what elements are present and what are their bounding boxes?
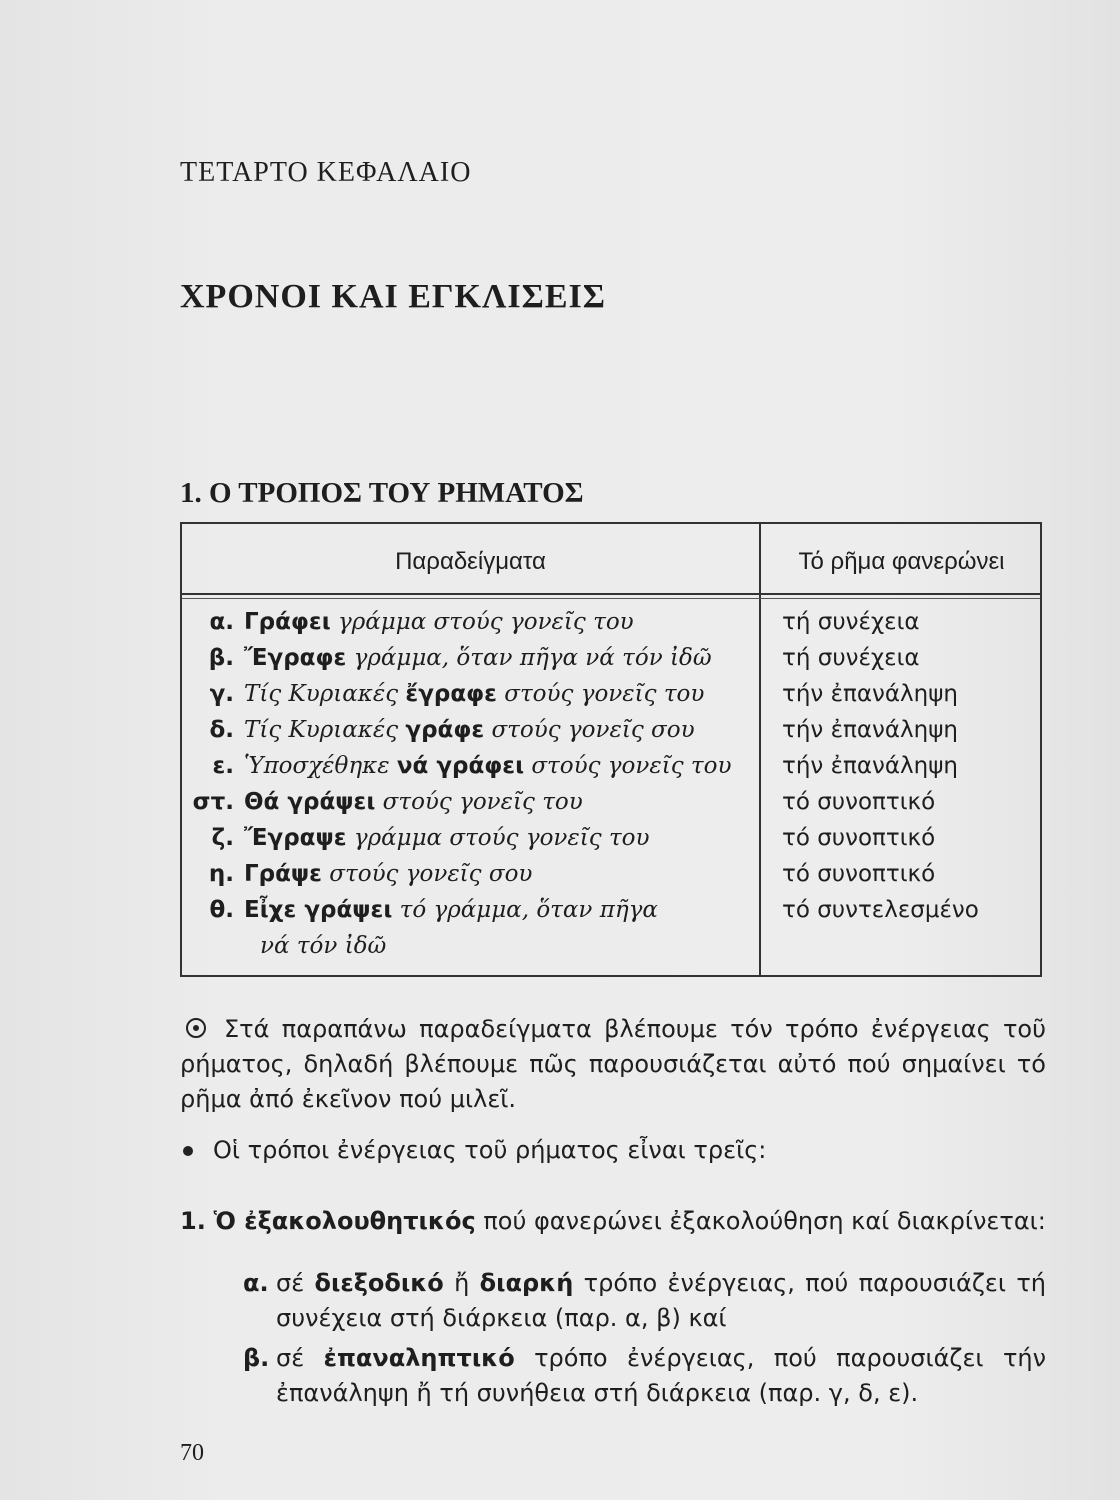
- table-row: [182, 748, 759, 784]
- circled-dot-icon: [186, 1018, 206, 1038]
- sub-item-a: σέ διεξοδικό ἤ διαρκή τρόπο ἐνέργειας, πού παρουσιάζει τή συνέχεια στή διάρκεια (παρ. α, β) καί: [276, 1269, 1046, 1332]
- table-divider-vertical: [759, 524, 761, 975]
- row-example: Τίς Κυριακές ἔγραφε στούς γονεῖς του: [244, 681, 705, 707]
- row-example: Ἔγραφε γράμμα, ὅταν πῆγα νά τόν ἰδῶ: [244, 645, 712, 671]
- row-label: γ.: [209, 681, 234, 707]
- table-row-continuation: νά τόν ἰδῶ: [260, 933, 387, 959]
- row-label: στ.: [192, 789, 234, 815]
- meaning-cell: τήν ἐπανάληψη: [782, 681, 958, 707]
- table-row: [182, 712, 759, 748]
- row-example: Θά γράψει στούς γονεῖς του: [244, 789, 583, 815]
- meaning-cell: τό συνοπτικό: [782, 861, 936, 887]
- meaning-cell: τήν ἐπανάληψη: [782, 753, 958, 779]
- meaning-cell: τήν ἐπανάληψη: [782, 717, 958, 743]
- meaning-cell: τή συνέχεια: [782, 609, 920, 635]
- row-label: θ.: [209, 897, 234, 923]
- page-number: 70: [180, 1440, 204, 1466]
- meaning-cell: τό συντελεσμένο: [782, 897, 979, 923]
- table-divider-horizontal-inner: [182, 598, 1040, 599]
- bullet-icon: [183, 1146, 193, 1156]
- row-example: Εἶχε γράψει τό γράμμα, ὅταν πῆγα: [244, 897, 658, 923]
- table-row: [182, 820, 759, 856]
- row-example: Ὑποσχέθηκε νά γράφει στούς γονεῖς του: [244, 753, 732, 779]
- section-title: 1. Ο ΤΡΟΠΟΣ ΤΟΥ ΡΗΜΑΤΟΣ: [180, 477, 584, 509]
- chapter-label: ΤΕΤΑΡΤΟ ΚΕΦΑΛΑΙΟ: [180, 157, 472, 188]
- item-number: 1.: [180, 1207, 206, 1235]
- table-row: [182, 784, 759, 820]
- row-label: ζ.: [211, 825, 234, 851]
- item-continuous: [180, 1204, 1046, 1239]
- table-divider-horizontal: [182, 593, 1040, 595]
- chapter-title: ΧΡΟΝΟΙ ΚΑΙ ΕΓΚΛΙΣΕΙΣ: [180, 278, 606, 315]
- table-header-examples: Παραδείγματα: [395, 548, 546, 575]
- table-examples-column: [182, 604, 759, 964]
- table-row: [182, 676, 759, 712]
- modes-intro: [180, 1133, 1046, 1168]
- table-row: [182, 892, 759, 928]
- modes-intro-text: Οἱ τρόποι ἐνέργειας τοῦ ρήματος εἶναι τρεῖς:: [213, 1136, 767, 1164]
- row-example: Γράψε στούς γονεῖς σου: [244, 861, 533, 887]
- row-example: Τίς Κυριακές γράφε στούς γονεῖς σου: [244, 717, 695, 743]
- table-header-meaning: Τό ρῆμα φανερώνει: [798, 548, 1005, 575]
- row-label: α.: [209, 609, 234, 635]
- sub-item-b: σέ ἐπαναληπτικό τρόπο ἐνέργειας, πού παρουσιάζει τήν ἐπανάληψη ἤ τή συνήθεια στή διάρκεια (παρ. γ, δ, ε).: [276, 1344, 1047, 1407]
- row-example: Γράφει γράμμα στούς γονεῖς του: [244, 609, 634, 635]
- meaning-cell: τό συνοπτικό: [782, 789, 936, 815]
- table-meaning-column: [782, 604, 1042, 928]
- meaning-cell: τή συνέχεια: [782, 645, 920, 671]
- sub-item-b-label: β.: [243, 1344, 270, 1372]
- row-label: β.: [208, 645, 234, 671]
- item-description: πού φανερώνει ἐξακολούθηση καί διακρίνεται:: [475, 1207, 1046, 1235]
- observation-text: Στά παραπάνω παραδείγματα βλέπουμε τόν τρόπο ἐνέργειας τοῦ ρήματος, δηλαδή βλέπουμε πῶς παρουσιάζεται αὐτό πού σημαίνει τό ρῆμα ἀπό ἐκεῖνον πού μιλεῖ.: [180, 1015, 1046, 1113]
- observation-paragraph: [180, 1012, 1046, 1117]
- row-label: η.: [208, 861, 234, 887]
- examples-table: [180, 522, 1042, 977]
- item-term: Ὁ ἐξακολουθητικός: [213, 1207, 476, 1235]
- table-row: [182, 604, 759, 640]
- table-row: [182, 856, 759, 892]
- sub-item-a-label: α.: [243, 1269, 269, 1297]
- table-row: [182, 640, 759, 676]
- row-label: ε.: [212, 753, 234, 779]
- row-label: δ.: [209, 717, 234, 743]
- meaning-cell: τό συνοπτικό: [782, 825, 936, 851]
- row-example: Ἔγραψε γράμμα στούς γονεῖς του: [244, 825, 650, 851]
